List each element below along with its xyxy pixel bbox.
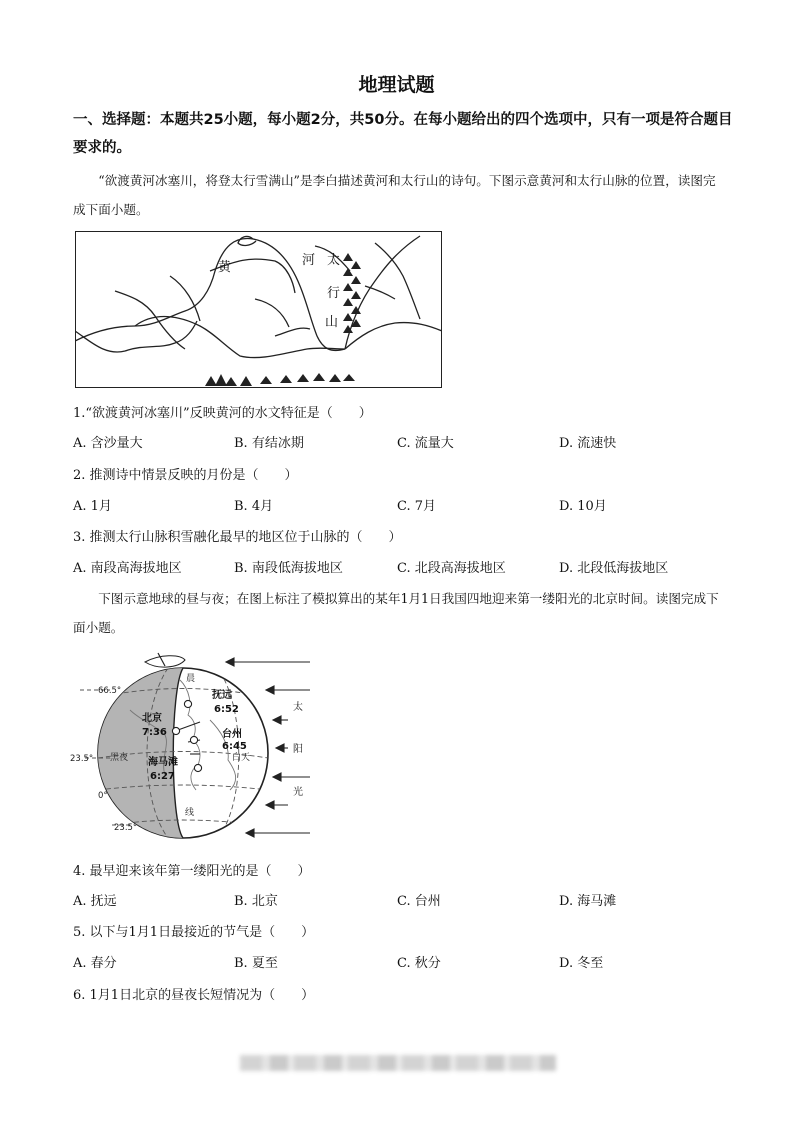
map-label-shan: 山	[325, 315, 339, 330]
earth-day-night-globe	[70, 650, 320, 845]
q2-option-a[interactable]: A. 1月	[73, 499, 112, 514]
q3-option-d[interactable]: D. 北段低海拔地区	[559, 561, 669, 576]
q3-option-b[interactable]: B. 南段低海拔地区	[234, 561, 343, 576]
city-beijing-name: 北京	[142, 713, 162, 724]
question-2: 2. 推测诗中情景反映的月份是（ ）	[73, 468, 298, 483]
q5-option-b[interactable]: B. 夏至	[234, 956, 278, 971]
q1-option-d[interactable]: D. 流速快	[559, 436, 617, 451]
yellow-river-taihang-map	[75, 231, 442, 388]
lat-23-5s-label: 23.5°	[114, 823, 138, 833]
lat-23-5n-label: 23.5°	[70, 754, 94, 764]
q2-option-b[interactable]: B. 4月	[234, 499, 274, 514]
city-haimatan-time: 6:27	[150, 771, 175, 782]
lat-equator-label: 0°	[98, 791, 108, 801]
xian-label: 线	[185, 808, 195, 818]
city-taizhou-name: 台州	[222, 729, 242, 740]
passage-1: “欲渡黄河冰塞川，将登太行雪满山”是李白描述黄河和太行山的诗句。下图示意黄河和太行山脉的位置，读图完成下面小题。	[73, 173, 716, 217]
q1-option-c[interactable]: C. 流量大	[397, 436, 454, 451]
page-title: 地理试题	[358, 74, 435, 96]
city-fuyuan-time: 6:52	[214, 704, 239, 715]
sunlight-char-2: 阳	[293, 744, 303, 755]
q3-option-c[interactable]: C. 北段高海拔地区	[397, 561, 506, 576]
question-5: 5. 以下与1月1日最接近的节气是（ ）	[73, 925, 315, 940]
q2-option-d[interactable]: D. 10月	[559, 499, 607, 514]
map-label-hang: 行	[327, 286, 341, 301]
city-taizhou-time: 6:45	[222, 741, 247, 752]
chen-label: 晨	[186, 674, 196, 684]
q1-option-b[interactable]: B. 有结冰期	[234, 436, 304, 451]
q4-option-a[interactable]: A. 抚远	[73, 894, 117, 909]
question-4: 4. 最早迎来该年第一缕阳光的是（ ）	[73, 864, 311, 879]
q4-option-c[interactable]: C. 台州	[397, 894, 441, 909]
day-label: 白天	[232, 753, 251, 763]
map-label-he: 河	[302, 253, 316, 268]
q5-option-d[interactable]: D. 冬至	[559, 956, 604, 971]
passage-2: 下图示意地球的昼与夜；在图上标注了模拟算出的某年1月1日我国四地迎来第一缕阳光的北京时间。读图完成下面小题。	[73, 591, 719, 635]
question-3: 3. 推测太行山脉积雪融化最早的地区位于山脉的（ ）	[73, 530, 402, 545]
question-6: 6. 1月1日北京的昼夜长短情况为（ ）	[73, 988, 315, 1003]
q3-option-a[interactable]: A. 南段高海拔地区	[73, 561, 182, 576]
q4-option-b[interactable]: B. 北京	[234, 894, 278, 909]
q5-option-a[interactable]: A. 春分	[73, 956, 117, 971]
map-label-tai: 太	[327, 253, 341, 268]
section-heading: 一、选择题：本题共25小题，每小题2分，共50分。在每小题给出的四个选项中，只有一项是符合题目要求的。	[73, 112, 733, 156]
q5-option-c[interactable]: C. 秋分	[397, 956, 441, 971]
city-haimatan-name: 海马滩	[148, 757, 178, 768]
q4-option-d[interactable]: D. 海马滩	[559, 894, 617, 909]
lat-66-5-label: 66.5°	[98, 686, 122, 696]
map-label-huang: 黄	[218, 260, 232, 275]
blurred-footer-watermark	[240, 1055, 556, 1071]
city-fuyuan-name: 抚远	[212, 690, 232, 701]
night-label: 黑夜	[110, 753, 129, 763]
sunlight-char-3: 光	[293, 787, 303, 798]
city-beijing-time: 7:36	[142, 727, 167, 738]
q2-option-c[interactable]: C. 7月	[397, 499, 437, 514]
sunlight-char-1: 太	[293, 702, 303, 713]
q1-option-a[interactable]: A. 含沙量大	[73, 436, 143, 451]
question-1: 1.“欲渡黄河冰塞川”反映黄河的水文特征是（ ）	[73, 406, 372, 421]
